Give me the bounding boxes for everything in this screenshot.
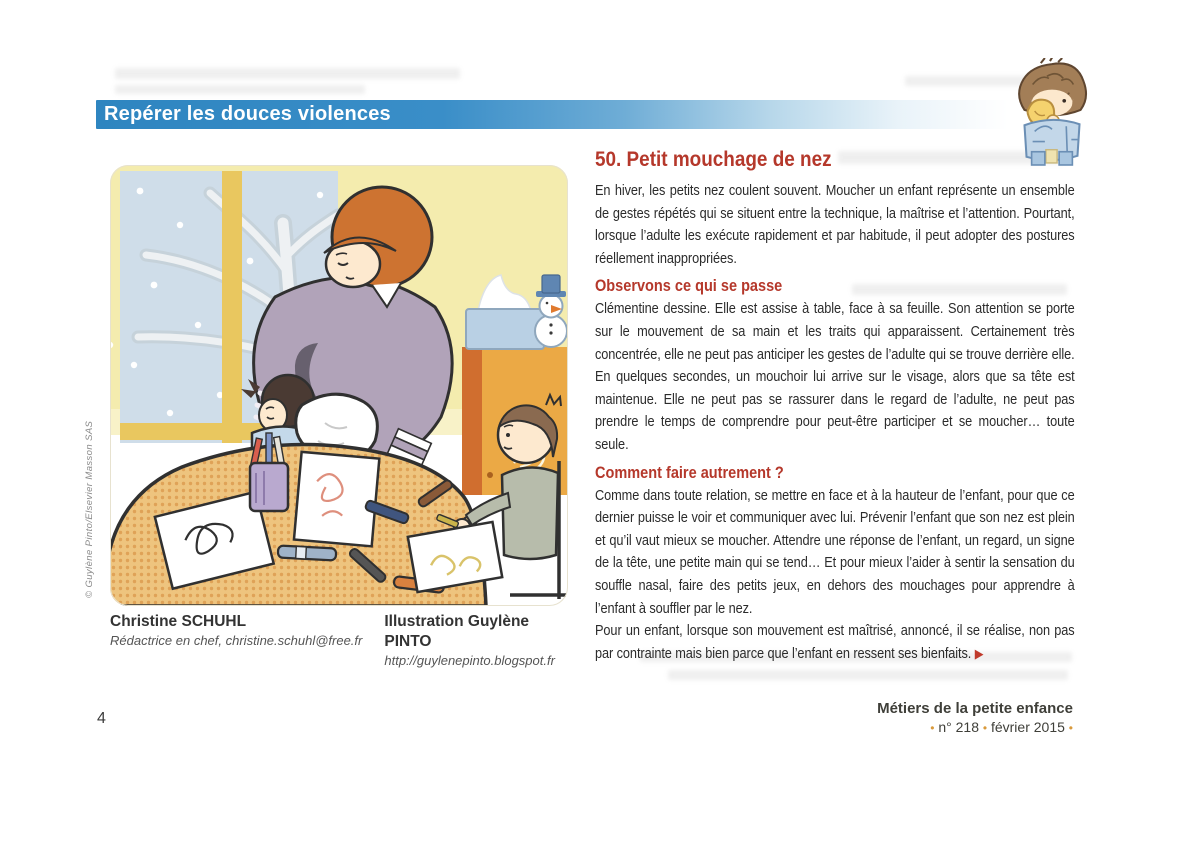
- issue-number: n° 218: [938, 719, 979, 735]
- bullet-icon: •: [982, 721, 988, 735]
- article-column: [595, 146, 1075, 665]
- article-intro: En hiver, les petits nez coulent souvent. Moucher un enfant représente un ensemble de gestes répétés qui se situent entre la technique, la maîtrise et l’attention. Pourtant, lorsque l’adulte les exécute rapidement et par habitude, il peut adopter des postures réellement inappropriées.: [595, 183, 1075, 267]
- section-body-observons: Clémentine dessine. Elle est assise à table, face à sa feuille. Son attention se porte sur le mouvement de sa main et les traits qui apparaissent. Certainement très concentrée, elle ne peut pas anticiper les gestes de l’adulte qui se trouve derrière elle. En quelques secondes, un mouchoir lui arrive sur le visage, alors que sa tête est maintenue. Elle ne peut pas se rassurer dans le regard de l’adulte, ne peut pas prendre le temps de comprendre pour peut-être participer et se moucher… toute seule.: [595, 301, 1075, 453]
- journal-issue-line: [877, 718, 1073, 738]
- journal-footer: [877, 699, 1073, 738]
- crayon-gray: [278, 545, 337, 560]
- section-body-comment: Comme dans toute relation, se mettre en face et à la hauteur de l’enfant, pour que ce dernier puisse le voir et communiquer avec lui. Prévenir l’enfant que son nez est plein et qu’il vaut mieux se moucher. Attendre une réponse de l’enfant, un regard, un signe de la tête, une petite main qui se tend… Et pour mieux l’aider à sentir la sensation du souffle nasal, faire des petits jeux, en dehors des mouchages pour apprendre à l’enfant à souffler par le nez.: [595, 487, 1075, 617]
- scan-ghosting-artifact: [668, 670, 1068, 680]
- credits-row: [110, 612, 580, 670]
- bullet-icon: •: [1068, 721, 1073, 735]
- illustrator-name: Illustration Guylène PINTO: [384, 613, 530, 650]
- illustrator-credit: [384, 612, 580, 670]
- drawing-paper-center: [294, 452, 379, 546]
- author-credit: [110, 612, 384, 670]
- issue-date: février 2015: [990, 719, 1065, 735]
- second-child-body: [502, 467, 558, 559]
- nose-wiping-scene: [110, 165, 568, 606]
- page-number: 4: [97, 710, 106, 727]
- main-illustration: [110, 165, 568, 606]
- section-header-band: [96, 100, 1008, 129]
- section-title: Repérer les douces violences: [104, 103, 391, 125]
- author-role-email: Rédactrice en chef, christine.schuhl@free.fr: [110, 633, 363, 648]
- scan-ghosting-artifact: [115, 85, 365, 94]
- illustrator-url: http://guylenepinto.blogspot.fr: [384, 653, 555, 668]
- author-name: Christine SCHUHL: [110, 613, 247, 630]
- article-title: 50. Petit mouchage de nez: [595, 147, 832, 171]
- window-post: [222, 171, 242, 443]
- article-end-mark-icon: ▶: [974, 645, 984, 661]
- journal-title: Métiers de la petite enfance: [877, 700, 1073, 717]
- scan-ghosting-artifact: [115, 68, 460, 79]
- illustration-copyright: © Guylène Pinto/Elsevier Masson SAS: [84, 420, 95, 598]
- section-heading-observons: Observons ce qui se passe: [595, 277, 783, 296]
- section-heading-comment: Comment faire autrement ?: [595, 463, 784, 482]
- article-closing: Pour un enfant, lorsque son mouvement est maîtrisé, annoncé, il se réalise, non pas par contrainte mais bien parce que l’enfant en ressent ses bienfaits. ▶: [595, 623, 1075, 662]
- bullet-icon: •: [930, 721, 935, 735]
